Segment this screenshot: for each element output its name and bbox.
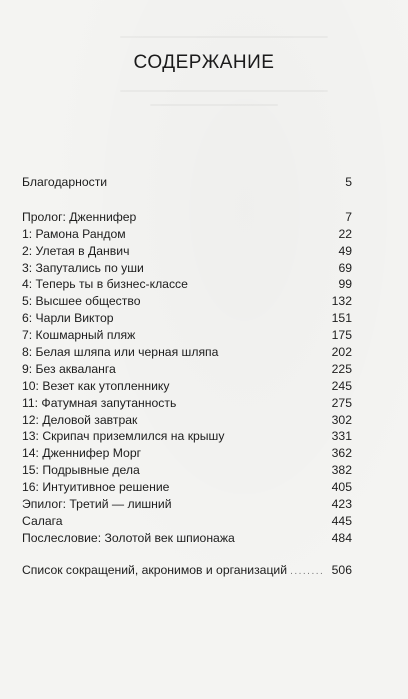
toc-entry: [22, 226, 352, 243]
toc-page-number: 275: [331, 395, 352, 410]
toc-page-number: 423: [331, 497, 352, 512]
toc-entry: [22, 378, 352, 395]
toc-back-matter: [22, 562, 352, 579]
toc-chapters: [22, 209, 352, 547]
bleed-through-text: [120, 90, 328, 92]
toc-entry: [22, 327, 352, 344]
toc-entry-title: 12: Деловой завтрак: [22, 412, 138, 427]
bleed-through-text: [150, 104, 278, 106]
toc-entry: [22, 276, 352, 293]
toc-entry-title: Эпилог: Третий — лишний: [22, 497, 172, 512]
toc-entry: [22, 428, 352, 445]
toc-entry-title: 10: Везет как утопленнику: [22, 378, 170, 393]
toc-entry: [22, 293, 352, 310]
toc-page-number: 405: [331, 480, 352, 495]
toc-entry-title: 15: Подрывные дела: [22, 463, 140, 478]
toc-entry-title: Пролог: Дженнифер: [22, 209, 137, 224]
toc-entry-title: Благодарности: [22, 175, 108, 189]
toc-page-number: 245: [331, 378, 352, 393]
toc-page-number: 225: [331, 361, 352, 376]
toc-page-number: 69: [338, 260, 352, 275]
toc-entry-title: Салага: [22, 513, 63, 528]
page-title: СОДЕРЖАНИЕ: [133, 52, 275, 73]
toc-entry: [22, 462, 352, 479]
bleed-through-text: [120, 36, 328, 38]
toc-page-number: 99: [338, 277, 352, 292]
toc-entry-title: 13: Скрипач приземлился на крышу: [22, 429, 225, 444]
toc-entry: [22, 310, 352, 327]
toc-entry: [22, 395, 352, 412]
toc-entry: [22, 361, 352, 378]
toc-entry-title: 6: Чарли Виктор: [22, 311, 114, 326]
toc-page-number: 49: [338, 243, 352, 258]
toc-entry-title: 4: Теперь ты в бизнес-классе: [22, 277, 188, 292]
toc-page-number: 22: [338, 226, 352, 241]
toc-front-matter: [22, 174, 352, 191]
toc-page-number: 132: [331, 294, 352, 309]
toc-page-number: 331: [331, 429, 352, 444]
toc-entry: [22, 209, 352, 226]
toc-entry: [22, 260, 352, 277]
toc-page-number: 5: [345, 175, 352, 189]
toc-entry: [22, 174, 352, 191]
toc-entry-title: 7: Кошмарный пляж: [22, 328, 136, 343]
toc-page-number: 151: [331, 311, 352, 326]
toc-entry-title: 11: Фатумная запутанность: [22, 395, 177, 410]
toc-entry-title: Список сокращений, акронимов и организаций: [22, 562, 288, 577]
toc-entry: [22, 412, 352, 429]
toc-entry-title: Послесловие: Золотой век шпионажа: [22, 530, 235, 545]
toc-entry-title: 14: Дженнифер Морг: [22, 446, 142, 461]
toc-entry-title: 1: Рамона Рандом: [22, 226, 126, 241]
toc-entry: [22, 243, 352, 260]
toc-entry: [22, 479, 352, 496]
toc-entry-title: 5: Высшее общество: [22, 294, 141, 309]
toc-page-number: 7: [345, 209, 352, 224]
toc-entry-title: 2: Улетая в Данвич: [22, 243, 130, 258]
toc-page-number: 445: [331, 513, 352, 528]
toc-entry: [22, 513, 352, 530]
toc-page-number: 362: [331, 446, 352, 461]
toc-entry-title: 16: Интуитивное решение: [22, 480, 170, 495]
toc-entry: [22, 445, 352, 462]
table-of-contents: [22, 174, 352, 579]
toc-page-number: 202: [331, 345, 352, 360]
toc-entry: [22, 562, 352, 579]
toc-page-number: 506: [331, 562, 352, 577]
toc-entry-title: 8: Белая шляпа или черная шляпа: [22, 345, 219, 360]
toc-entry: [22, 496, 352, 513]
toc-entry: [22, 344, 352, 361]
toc-page-number: 382: [331, 463, 352, 478]
toc-entry-title: 3: Запутались по уши: [22, 260, 144, 275]
toc-dot-leader: ........: [290, 565, 325, 577]
toc-page-number: 302: [331, 412, 352, 427]
toc-entry-title: 9: Без акваланга: [22, 361, 116, 376]
toc-entry: [22, 530, 352, 547]
toc-page-number: 484: [331, 530, 352, 545]
toc-page-number: 175: [331, 328, 352, 343]
